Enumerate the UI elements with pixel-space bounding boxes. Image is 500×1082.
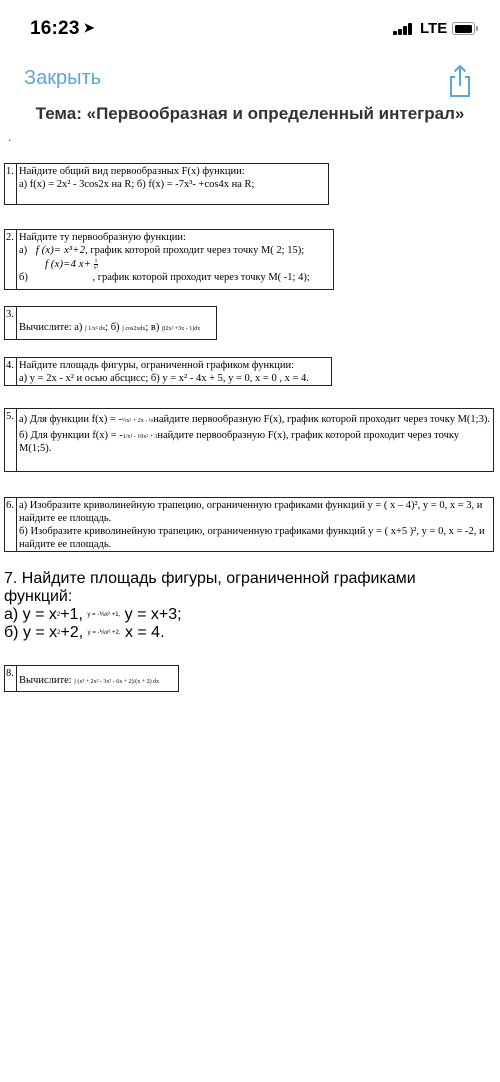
task-text: а) Для функции f(x) = - xyxy=(19,414,123,425)
formula: 1/x² - 10x² + 3 xyxy=(122,434,158,440)
document-title: Тема: «Первообразная и определенный интеграл» xyxy=(35,104,465,123)
status-bar xyxy=(0,0,500,58)
stray-dot: . xyxy=(8,130,12,144)
formula: f (x)=4 x+ xyxy=(45,258,91,270)
task-text: найдите первообразную F(x), график которой проходит через точку M(1;3). xyxy=(153,414,490,425)
separator: ; б) xyxy=(105,322,120,333)
task-number: 1. xyxy=(5,164,17,204)
task-line: Найдите общий вид первообразных F(x) функции: xyxy=(19,166,245,177)
task-8-box xyxy=(4,665,179,692)
task-3-box xyxy=(4,306,217,340)
task-number: 6. xyxy=(5,498,17,551)
battery-icon xyxy=(452,22,475,35)
task-line: а) Изобразите криволинейную трапецию, ограниченную графиками функций y = ( x – 4)², y = 0, x = 3, и найдите ее площадь. xyxy=(19,500,483,524)
formula: y = -⅑x² +1, xyxy=(87,612,121,618)
integral-expression: ∫ (x³ + 2x² - 3x² - 6x + 2)/(x + 2) dx xyxy=(74,679,160,685)
task-4-box xyxy=(4,357,332,386)
task-text: найдите первообразную F(x), график которой проходит через точку M(1;5). xyxy=(19,430,460,454)
task-7 xyxy=(4,570,496,642)
task-text: б) Для функции f(x) = - xyxy=(19,430,123,441)
task-7-line: 7. Найдите площадь фигуры, ограниченной графиками xyxy=(4,570,416,587)
task-7-part-a: а) y = x2+1, y = -⅑x² +1, y = x+3; xyxy=(4,606,182,623)
task-text: , график которой проходит через точку M( -1; 4); xyxy=(92,272,310,284)
integral-expression: ∫ 1/x² dx xyxy=(85,326,106,332)
location-arrow-icon: ➤ xyxy=(83,20,95,35)
task-2-box xyxy=(4,229,334,290)
task-6-box xyxy=(4,497,494,552)
formula: y = -⅑x² +2, xyxy=(87,630,121,636)
task-text: , график которой проходит через точку M( 2; 15); xyxy=(85,245,305,256)
task-7-line: функций: xyxy=(4,588,73,605)
task-line: а) y = 2x - x² и осью абсцисс; б) y = x² - 4x + 5, y = 0, x = 0 , x = 4. xyxy=(19,373,309,384)
task-line: б) Изобразите криволинейную трапецию, ограниченную графиками функций y = ( x+5 )², y = 0, x = -2, и найдите ее площадь. xyxy=(19,526,485,550)
task-line: Найдите ту первообразную функции: xyxy=(19,232,186,243)
task-number: 5. xyxy=(5,409,17,471)
task-7-part-b: б) y = x2+2, y = -⅑x² +2, x = 4. xyxy=(4,624,165,641)
task-line: Найдите площадь фигуры, ограниченной графиком функции: xyxy=(19,360,295,371)
option-label: а) xyxy=(19,245,28,256)
cellular-signal-icon xyxy=(393,23,415,35)
status-time: 16:23 ➤ xyxy=(30,18,95,39)
task-number: 8. xyxy=(5,666,17,691)
task-number: 3. xyxy=(5,307,17,339)
integral-expression: ∫ cos2xdx xyxy=(122,326,146,332)
share-icon[interactable] xyxy=(446,64,474,98)
task-text: Вычислите: а) xyxy=(19,322,83,333)
integral-expression: ∫(2x² +3x - 1)dx xyxy=(161,326,201,332)
task-number: 4. xyxy=(5,358,17,385)
task-5-box xyxy=(4,408,494,472)
formula: ½x² + 2x - ⅛ xyxy=(122,418,154,424)
close-button[interactable]: Закрыть xyxy=(24,67,102,89)
option-label: б) xyxy=(19,272,28,284)
formula: f (x)= x³+2 xyxy=(35,244,86,256)
fraction: $\frac{1}{\text{x²}}$ xyxy=(93,258,99,272)
task-number: 2. xyxy=(5,230,17,289)
task-line: а) f(x) = 2x² - 3cos2x на R; б) f(x) = -7x³- +cos4x на R; xyxy=(19,179,255,190)
task-1-box xyxy=(4,163,329,205)
task-text: Вычислите: xyxy=(19,675,72,686)
carrier-label: LTE xyxy=(420,20,448,37)
separator: ; в) xyxy=(145,322,160,333)
